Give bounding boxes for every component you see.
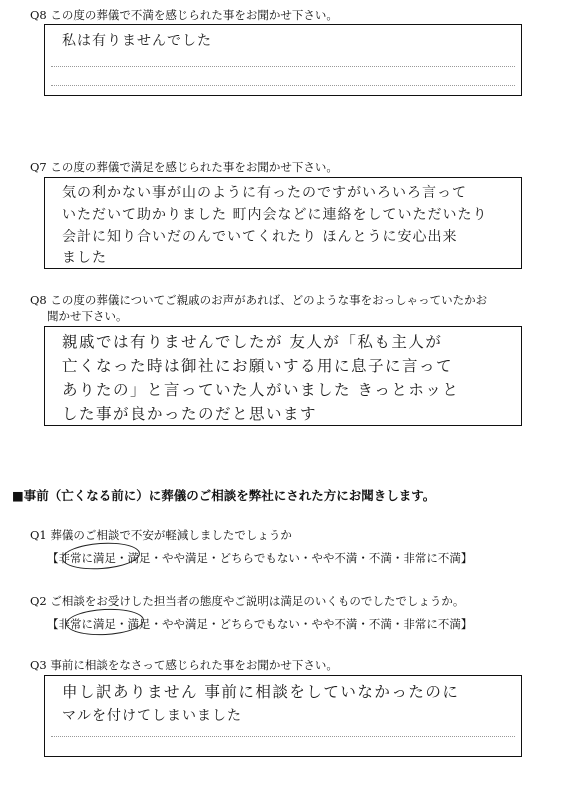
question-q8-complaints: Q8 この度の葬儀で不満を感じられた事をお聞かせ下さい。 [30,8,338,22]
handwritten-line: ありたの」と言っていた人がいました きっとホッと [62,381,460,399]
choice-scale-q2: 【非常に満足・満足・やや満足・どちらでもない・やや不満・不満・非常に不満】 [47,617,473,631]
handwritten-answer-q8-complaints: 私は有りませんでした [62,33,212,49]
question-pre-q3: Q3 事前に相談をなさって感じられた事をお聞かせ下さい。 [30,658,338,672]
handwritten-line: 申し訳ありません 事前に相談をしていなかったのに [62,683,460,701]
selected-circle-q1 [61,540,141,571]
handwritten-line: いただいて助かりました 町内会などに連絡をしていただいたり [62,207,488,223]
question-pre-q1: Q1 葬儀のご相談で不安が軽減しましたでしょうか [30,528,292,542]
handwritten-line: 親戚では有りませんでしたが 友人が「私も主人が [62,333,443,351]
handwritten-line: 気の利かない事が山のように有ったのですがいろいろ言って [62,185,467,201]
handwritten-line: マルを付けてしまいました [62,708,242,724]
question-q8-relatives-line1: Q8 この度の葬儀についてご親戚のお声があれば、どのような事をおっしゃっていたかお [30,293,488,307]
selected-circle-q2 [65,607,144,637]
section-title-pre-consultation: ■事前（亡くなる前に）に葬儀のご相談を弊社にされた方にお聞きします。 [12,488,436,503]
handwritten-line: した事が良かったのだと思います [62,405,318,423]
question-pre-q2: Q2 ご相談をお受けした担当者の態度やご説明は満足のいくものでしたでしょうか。 [30,594,465,608]
dotted-line [51,85,515,86]
handwritten-line: 会計に知り合いだのんでいてくれたり ほんとうに安心出来 [62,229,458,245]
handwritten-line: 亡くなった時は御社にお願いする用に息子に言って [62,357,454,375]
handwritten-line: ました [62,250,107,266]
dotted-line [51,66,515,67]
dotted-line [51,736,515,737]
question-q8-relatives-line2: 聞かせ下さい。 [47,309,128,323]
question-q7-satisfaction: Q7 この度の葬儀で満足を感じられた事をお聞かせ下さい。 [30,160,338,174]
choice-scale-q1: 【非常に満足・満足・やや満足・どちらでもない・やや不満・不満・非常に不満】 [47,551,473,565]
